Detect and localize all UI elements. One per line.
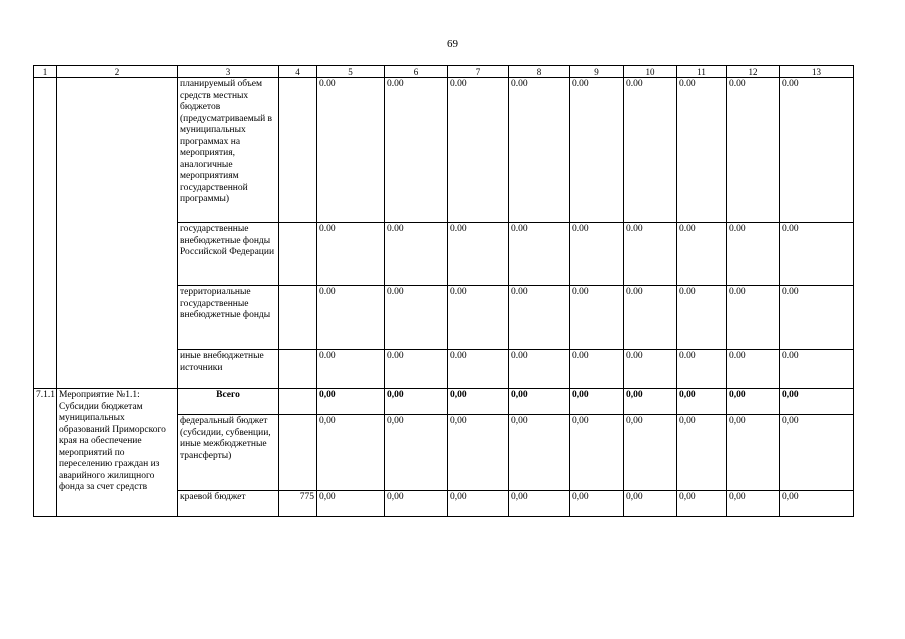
value-cell: 0,00 xyxy=(624,415,677,491)
value-cell: 0.00 xyxy=(448,78,509,223)
source-cell: государственные внебюджетные фонды Российской Федерации xyxy=(178,223,279,286)
value-cell: 0.00 xyxy=(570,350,624,389)
table-row xyxy=(34,78,854,223)
value-cell: 0.00 xyxy=(677,78,727,223)
value-cell: 0.00 xyxy=(385,78,448,223)
value-cell: 0.00 xyxy=(509,350,570,389)
value-cell: 0,00 xyxy=(385,415,448,491)
value-cell: 0,00 xyxy=(385,491,448,517)
value-cell: 0.00 xyxy=(317,286,385,350)
value-cell: 0.00 xyxy=(509,286,570,350)
source-cell: федеральный бюджет (субсидии, субвенции, иные межбюджетные трансферты) xyxy=(178,415,279,491)
code-cell: 775 xyxy=(279,491,317,517)
value-cell: 0,00 xyxy=(677,389,727,415)
value-cell: 0.00 xyxy=(317,350,385,389)
value-cell: 0,00 xyxy=(448,389,509,415)
value-cell: 0,00 xyxy=(727,415,780,491)
name-cell-empty xyxy=(57,78,178,389)
code-cell xyxy=(279,223,317,286)
value-cell: 0.00 xyxy=(448,223,509,286)
header-cell: 7 xyxy=(448,66,509,78)
header-cell: 8 xyxy=(509,66,570,78)
value-cell: 0.00 xyxy=(385,286,448,350)
value-cell: 0,00 xyxy=(780,491,854,517)
header-cell: 11 xyxy=(677,66,727,78)
page-number: 69 xyxy=(447,38,458,50)
value-cell: 0,00 xyxy=(317,415,385,491)
header-cell: 6 xyxy=(385,66,448,78)
value-cell: 0,00 xyxy=(509,415,570,491)
value-cell: 0,00 xyxy=(509,491,570,517)
source-cell: территориальные государственные внебюджетные фонды xyxy=(178,286,279,350)
value-cell: 0.00 xyxy=(624,286,677,350)
header-cell: 12 xyxy=(727,66,780,78)
value-cell: 0.00 xyxy=(780,78,854,223)
number-cell-empty xyxy=(34,78,57,389)
value-cell: 0.00 xyxy=(448,350,509,389)
header-cell: 3 xyxy=(178,66,279,78)
source-cell: краевой бюджет xyxy=(178,491,279,517)
value-cell: 0.00 xyxy=(780,286,854,350)
code-cell xyxy=(279,286,317,350)
value-cell: 0.00 xyxy=(727,78,780,223)
value-cell: 0.00 xyxy=(780,350,854,389)
value-cell: 0.00 xyxy=(509,78,570,223)
value-cell: 0.00 xyxy=(677,223,727,286)
header-cell: 1 xyxy=(34,66,57,78)
value-cell: 0.00 xyxy=(727,223,780,286)
header-cell: 10 xyxy=(624,66,677,78)
value-cell: 0.00 xyxy=(624,350,677,389)
measure-number-cell: 7.1.1 xyxy=(34,389,57,517)
header-row xyxy=(34,66,854,78)
value-cell: 0.00 xyxy=(677,286,727,350)
value-cell: 0,00 xyxy=(317,389,385,415)
header-cell: 13 xyxy=(780,66,854,78)
value-cell: 0,00 xyxy=(509,389,570,415)
value-cell: 0,00 xyxy=(624,389,677,415)
value-cell: 0,00 xyxy=(570,491,624,517)
value-cell: 0,00 xyxy=(624,491,677,517)
value-cell: 0.00 xyxy=(385,350,448,389)
value-cell: 0,00 xyxy=(727,491,780,517)
source-cell: иные внебюджетные источники xyxy=(178,350,279,389)
value-cell: 0,00 xyxy=(448,491,509,517)
budget-table xyxy=(33,65,854,517)
value-cell: 0,00 xyxy=(780,415,854,491)
value-cell: 0.00 xyxy=(570,223,624,286)
value-cell: 0,00 xyxy=(677,491,727,517)
header-cell: 9 xyxy=(570,66,624,78)
header-cell: 2 xyxy=(57,66,178,78)
value-cell: 0,00 xyxy=(727,389,780,415)
code-cell xyxy=(279,415,317,491)
value-cell: 0,00 xyxy=(317,491,385,517)
value-cell: 0.00 xyxy=(570,78,624,223)
value-cell: 0,00 xyxy=(677,415,727,491)
value-cell: 0.00 xyxy=(317,223,385,286)
value-cell: 0.00 xyxy=(570,286,624,350)
value-cell: 0.00 xyxy=(385,223,448,286)
code-cell xyxy=(279,389,317,415)
value-cell: 0.00 xyxy=(624,78,677,223)
value-cell: 0,00 xyxy=(448,415,509,491)
measure-name-cell: Мероприятие №1.1: Субсидии бюджетам муниципальных образований Приморского края на обеспечение мероприятий по переселению граждан из аварийного жилищного фонда за счет средств xyxy=(57,389,178,517)
value-cell: 0.00 xyxy=(317,78,385,223)
value-cell: 0,00 xyxy=(385,389,448,415)
value-cell: 0.00 xyxy=(780,223,854,286)
value-cell: 0.00 xyxy=(677,350,727,389)
value-cell: 0.00 xyxy=(624,223,677,286)
source-cell-total: Всего xyxy=(178,389,279,415)
code-cell xyxy=(279,350,317,389)
source-cell: планируемый объем средств местных бюджетов (предусматриваемый в муниципальных программах на мероприятия, аналогичные мероприятиям государственной программы) xyxy=(178,78,279,223)
value-cell: 0,00 xyxy=(570,389,624,415)
value-cell: 0.00 xyxy=(727,350,780,389)
header-cell: 4 xyxy=(279,66,317,78)
code-cell xyxy=(279,78,317,223)
header-cell: 5 xyxy=(317,66,385,78)
value-cell: 0,00 xyxy=(780,389,854,415)
value-cell: 0.00 xyxy=(509,223,570,286)
table-row xyxy=(34,389,854,415)
value-cell: 0,00 xyxy=(570,415,624,491)
value-cell: 0.00 xyxy=(448,286,509,350)
value-cell: 0.00 xyxy=(727,286,780,350)
